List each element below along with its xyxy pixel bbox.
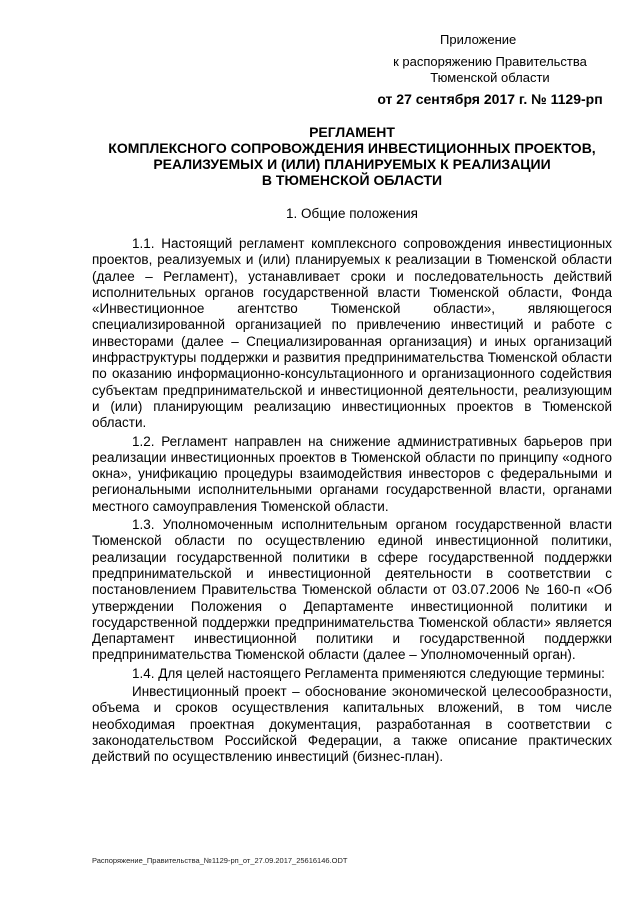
title-line-4: В ТЮМЕНСКОЙ ОБЛАСТИ	[261, 172, 443, 188]
file-footer: Распоряжение_Правительства_№1129-рп_от_27.09.2017_25616146.ODT	[92, 856, 348, 865]
appendix-decree-line: к распоряжению Правительства	[393, 54, 587, 69]
appendix-label: Приложение	[440, 32, 517, 47]
title-line-2: КОМПЛЕКСНОГО СОПРОВОЖДЕНИЯ ИНВЕСТИЦИОННЫХ ПРОЕКТОВ,	[108, 140, 596, 156]
appendix-region-line: Тюменской области	[430, 70, 550, 85]
document-title	[92, 124, 612, 188]
paragraph-1-3: 1.3. Уполномоченным исполнительным органом государственной власти Тюменской области по осуществлению единой инвестиционной политики, реализации государственной политики в сфере государственной поддержки предпринимательской и инвестиционной деятельности в соответствии с постановлением Правительства Тюменской области от 03.07.2006 № 160-п «Об утверждении Положения о Департаменте инвестиционной политики и государственной поддержки предпринимательства Тюменской области» является Департамент инвестиционной политики и государственной поддержки предпринимательства Тюменской области (далее – Уполномоченный орган).	[92, 517, 612, 663]
appendix-date-number: от 27 сентября 2017 г. № 1129-рп	[377, 91, 603, 107]
section-heading: 1. Общие положения	[286, 206, 418, 221]
body-text	[92, 236, 612, 768]
title-line-1: РЕГЛАМЕНТ	[309, 124, 395, 140]
paragraph-1-1: 1.1. Настоящий регламент комплексного сопровождения инвестиционных проектов, реализуемых и (или) планируемых к реализации в Тюменской области (далее – Регламент), устанавливает сроки и последовательность действий исполнительных органов государственной власти Тюменской области, Фонда «Инвестиционное агентство Тюменской области», являющегося специализированной организацией по привлечению инвестиций и работе с инвесторами (далее – Специализированная организация) и иных организаций инфраструктуры поддержки и развития предпринимательства Тюменской области по оказанию информационно-консультационного и организационного содействия субъектам предпринимательской и инвестиционной деятельности, реализующим и (или) планирующим реализацию инвестиционных проектов в Тюменской области.	[92, 236, 612, 431]
paragraph-1-2: 1.2. Регламент направлен на снижение административных барьеров при реализации инвестиционных проектов в Тюменской области по принципу «одного окна», унификацию процедуры взаимодействия инвесторов с федеральными и региональными исполнительными органами государственной власти, органами местного самоуправления Тюменской области.	[92, 433, 612, 514]
paragraph-1-4: 1.4. Для целей настоящего Регламента применяются следующие термины:	[132, 665, 605, 681]
paragraph-term-investment-project: Инвестиционный проект – обоснование экономической целесообразности, объема и сроков осуществления капитальных вложений, в том числе необходимая проектная документация, разработанная в соответствии с законодательством Российской Федерации, а также описание практических действий по осуществлению инвестиций (бизнес-план).	[92, 684, 612, 765]
title-line-3: РЕАЛИЗУЕМЫХ И (ИЛИ) ПЛАНИРУЕМЫХ К РЕАЛИЗАЦИИ	[153, 156, 551, 172]
